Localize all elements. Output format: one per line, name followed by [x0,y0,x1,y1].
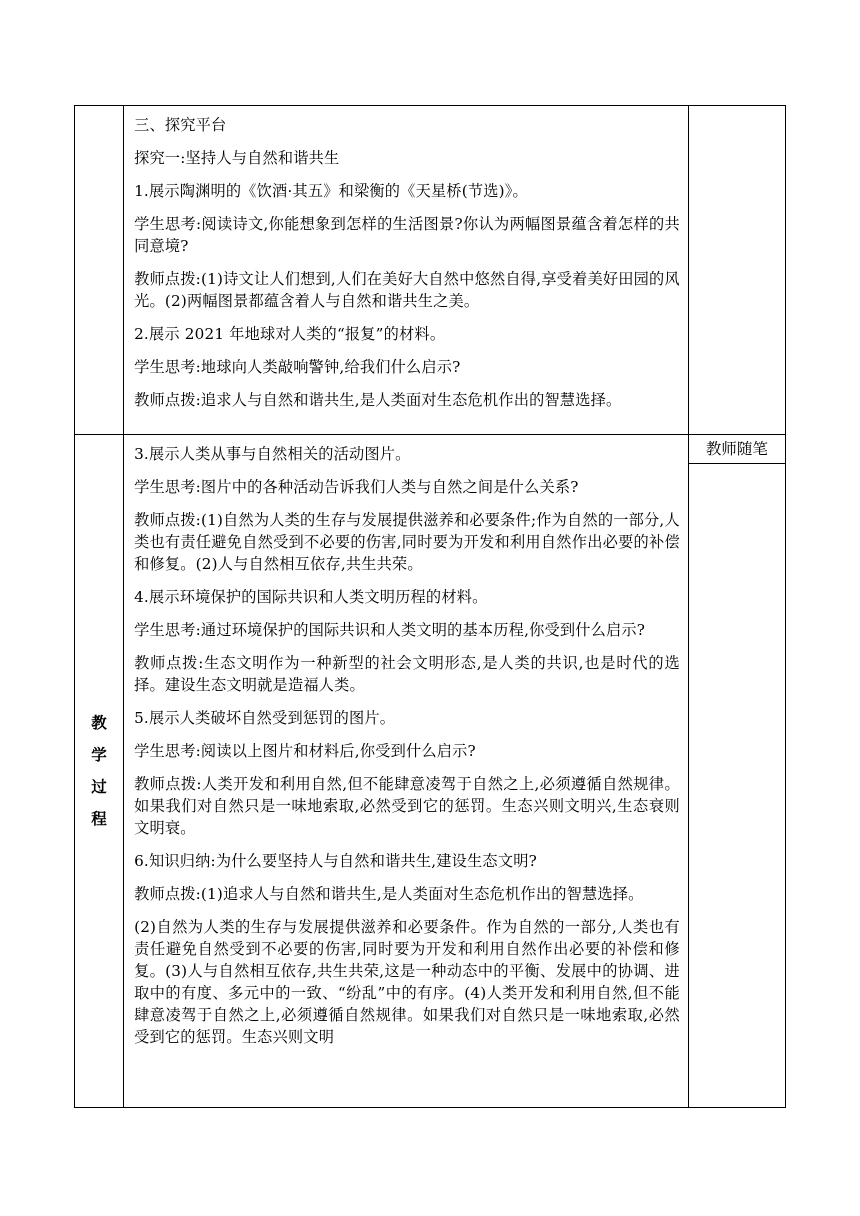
knowledge-summary: 6.知识归纳:为什么要坚持人与自然和谐共生,建设生态文明? [134,852,537,870]
notes-cell-empty [688,106,785,435]
label-char: 过 [91,777,107,796]
teacher-guidance: 教师点拨:追求人与自然和谐共生,是人类面对生态危机作出的智慧选择。 [134,391,622,409]
student-thinking: 学生思考:阅读以上图片和材料后,你受到什么启示? [134,742,476,760]
lesson-plan-table [74,105,786,1108]
notes-cell [688,435,785,1108]
table-row [75,435,786,1108]
label-char: 教 [91,713,107,732]
section-label-cell [75,435,124,1108]
teacher-guidance: 教师点拨:生态文明作为一种新型的社会文明形态,是人类的共识,也是时代的选择。建设生态文明就是造福人类。 [134,654,680,694]
activity-item: 4.展示环境保护的国际共识和人类文明历程的材料。 [134,588,488,606]
activity-item: 2.展示 2021 年地球对人类的“报复”的材料。 [134,325,446,343]
activity-item: 1.展示陶渊明的《饮酒·其五》和梁衡的《天星桥(节选)》。 [134,182,528,200]
teacher-guidance: 教师点拨:(1)追求人与自然和谐共生,是人类面对生态危机作出的智慧选择。 [134,885,644,903]
content-cell [124,106,689,435]
teacher-guidance: 教师点拨:人类开发和利用自然,但不能肆意凌驾于自然之上,必须遵循自然规律。如果我们对自然只是一味地索取,必然受到它的惩罚。生态兴则文明兴,生态衰则文明衰。 [134,775,680,837]
section-heading: 三、探究平台 [134,116,227,134]
activity-item: 3.展示人类从事与自然相关的活动图片。 [134,445,411,463]
content-cell [124,435,689,1108]
section-label [75,714,123,828]
teacher-guidance: 教师点拨:(1)自然为人类的生存与发展提供滋养和必要条件;作为自然的一部分,人类也有责任避免自然受到不必要的伤害,同时要为开发和利用自然作出必要的补偿和修复。(2)人与自然相互依存,共生共荣。 [134,511,680,573]
teacher-guidance: 教师点拨:(1)诗文让人们想到,人们在美好大自然中悠然自得,享受着美好田园的风光。(2)两幅图景都蕴含着人与自然和谐共生之美。 [134,270,680,310]
label-char: 程 [91,809,107,828]
summary-continuation: (2)自然为人类的生存与发展提供滋养和必要条件。作为自然的一部分,人类也有责任避免自然受到不必要的伤害,同时要为开发和利用自然作出必要的补偿和修复。(3)人与自然相互依存,共生共荣,这是一种动态中的平衡、发展中的协调、进取中的有度、多元中的一致、“纷乱”中的有序。(4)人类开发和利用自然,但不能肆意凌驾于自然之上,必须遵循自然规律。如果我们对自然只是一味地索取,必然受到它的惩罚。生态兴则文明 [134,918,680,1046]
student-thinking: 学生思考:地球向人类敲响警钟,给我们什么启示? [134,358,461,376]
label-char: 学 [91,745,107,764]
student-thinking: 学生思考:通过环境保护的国际共识和人类文明的基本历程,你受到什么启示? [134,621,646,639]
activity-item: 5.展示人类破坏自然受到惩罚的图片。 [134,709,396,727]
table-row [75,106,786,435]
student-thinking: 学生思考:图片中的各种活动告诉我们人类与自然之间是什么关系? [134,478,579,496]
student-thinking: 学生思考:阅读诗文,你能想象到怎样的生活图景?你认为两幅图景蕴含着怎样的共同意境? [134,215,680,255]
notes-header: 教师随笔 [689,435,785,464]
label-cell-empty [75,106,124,435]
inquiry-title: 探究一:坚持人与自然和谐共生 [134,149,340,167]
